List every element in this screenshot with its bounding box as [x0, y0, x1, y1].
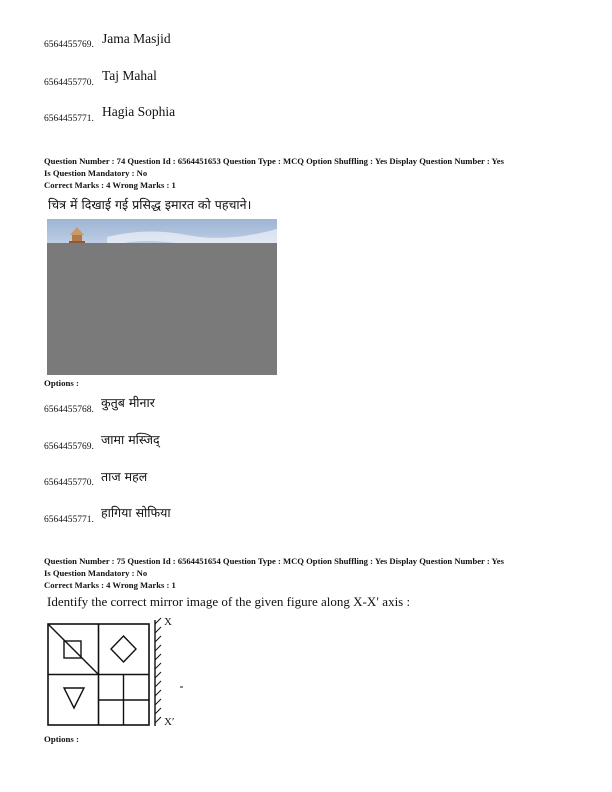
option-id: 6564455771. — [44, 515, 94, 525]
question-mandatory: Is Question Mandatory : No — [44, 568, 148, 578]
option-text: कुतुब मीनार — [101, 395, 155, 410]
question-text: चित्र में दिखाई गई प्रसिद्ध इमारत को पहचाने। — [48, 197, 252, 212]
option-text: Taj Mahal — [102, 68, 157, 83]
mirror-figure — [40, 614, 200, 734]
option-id: 6564455769. — [44, 442, 94, 452]
question-marks: Correct Marks : 4 Wrong Marks : 1 — [44, 180, 176, 190]
option-text: Hagia Sophia — [102, 104, 176, 119]
option-text: हागिया सोफिया — [101, 505, 171, 520]
options-label: Options : — [44, 378, 79, 388]
option-id: 6564455771. — [44, 114, 94, 124]
options-label: Options : — [44, 734, 79, 744]
question-meta-line: Question Number : 75 Question Id : 6564451654 Question Type : MCQ Option Shuffling : Yes Display Question Number : Yes — [44, 556, 504, 566]
axis-label-top: X — [164, 616, 172, 628]
option-text: ताज महल — [101, 469, 148, 484]
option-id: 6564455769. — [44, 40, 94, 50]
question-mandatory: Is Question Mandatory : No — [44, 168, 148, 178]
option-id: 6564455770. — [44, 478, 94, 488]
figure-grid — [40, 614, 200, 734]
option-text: Jama Masjid — [102, 31, 171, 46]
monument-photo — [47, 219, 277, 375]
option-id: 6564455770. — [44, 78, 94, 88]
question-image — [47, 219, 277, 375]
question-marks: Correct Marks : 4 Wrong Marks : 1 — [44, 580, 176, 590]
axis-label-bottom: X′ — [164, 716, 175, 728]
question-meta-line: Question Number : 74 Question Id : 6564451653 Question Type : MCQ Option Shuffling : Yes Display Question Number : Yes — [44, 156, 504, 166]
option-text: जामा मस्जिद् — [101, 432, 160, 447]
option-id: 6564455768. — [44, 405, 94, 415]
question-text: Identify the correct mirror image of the given figure along X-X′ axis : — [47, 594, 411, 609]
